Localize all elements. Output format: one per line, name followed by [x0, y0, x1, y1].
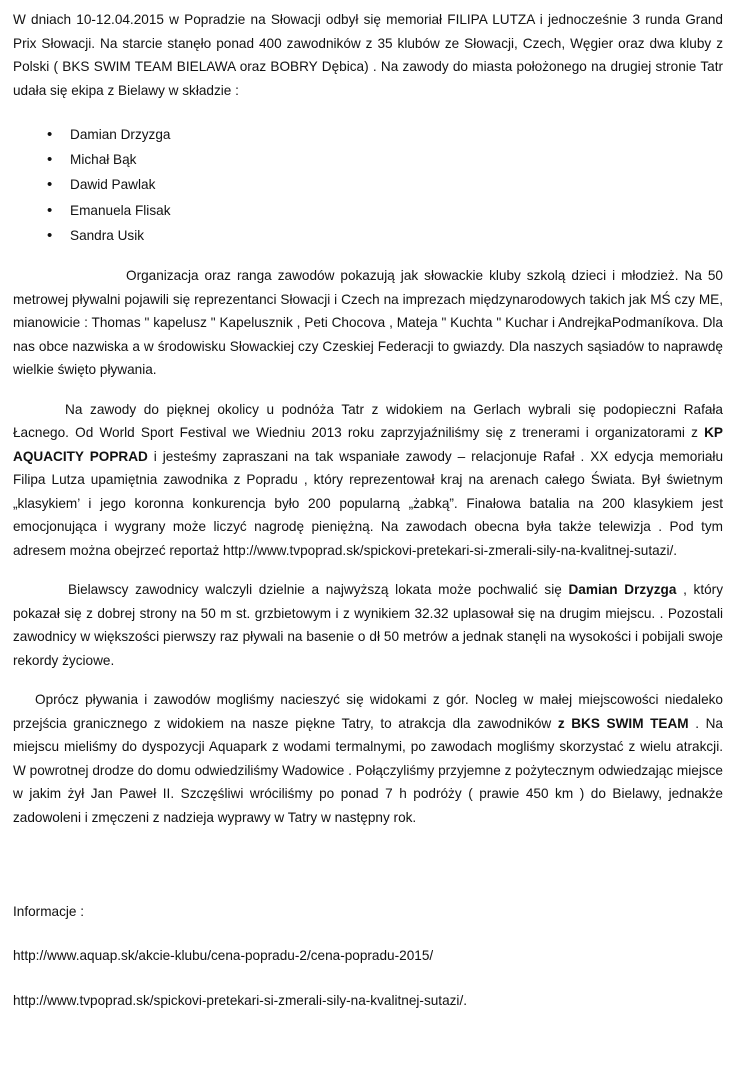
organization-paragraph: Organizacja oraz ranga zawodów pokazują jak słowackie kluby szkolą dzieci i młodzież. Na 50 metrowej pływalni pojawili się reprezentanci Słowacji i Czech na imprezach międzynarodowych takich jak MŚ czy ME, mianowicie : Thomas " kapelusz " Kapelusznik , Peti Chocova , Mateja " Kuchta " Kuchar i AndrejkaPodmaníkova. Dla nas obce nazwiska a w środowisku Słowackiej czy Czeskiej Federacji to gwiazdy. Dla naszych sąsiadów to naprawdę wielkie święto pływania. [13, 268, 723, 378]
team-list [13, 122, 723, 248]
bullet-icon: • [47, 201, 53, 219]
results-text-end: , który pokazał się z dobrej strony na 50 m st. grzbietowym i z wynikiem 32.32 uplasował się na drugim miejscu. . Pozostali zawodnicy w większości pierwszy raz pływali na basenie o dł 50 metrów a jednak stanęli na wysokości i pobijali swoje rekordy życiowe. [13, 582, 723, 668]
leisure-text-end: . Na miejscu mieliśmy do dyspozycji Aquapark z wodami termalnymi, po zawodach mogliśmy skorzystać z wielu atrakcji. W powrotnej drodze do domu odwiedziliśmy Wadowice . Połączyliśmy przyjemne z pożytecznym odwiedzając miejsce w jakim żył Jan Paweł II. Szczęśliwi wróciliśmy po ponad 7 h podróży ( prawie 450 km ) do Bielawy, jednakże zadowoleni i zmęczeni z nadzieja wyprawy w Tatry w następny rok. [13, 715, 723, 825]
team-member-name: Dawid Pawlak [70, 177, 156, 193]
leisure-text-start: Oprócz pływania i zawodów mogliśmy nacieszyć się widokami z gór. Nocleg w małej miejscowości niedaleko przejścia granicznego z widokiem na nasze piękne Tatry, to atrakcja dla zawodników [13, 692, 723, 731]
team-member-name: Sandra Usik [70, 227, 145, 243]
tvpoprad-link[interactable]: http://www.tvpoprad.sk/spickovi-pretekari-si-zmerali-sily-na-kvalitnej-sutazi/. [13, 993, 468, 1009]
trip-text-start: Na zawody do pięknej okolicy u podnóża Tatr z widokiem na Gerlach wybrali się podopieczni Rafała Łacnego. Od World Sport Festival we Wiedniu 2013 roku zaprzyjaźniliśmy się z trenerami i organizatorami z [13, 401, 723, 441]
list-item [13, 198, 723, 223]
club-name-highlight: KP AQUACITY POPRAD [13, 425, 723, 464]
aquap-link-line [13, 944, 723, 968]
team-name-highlight: z BKS SWIM TEAM [557, 715, 689, 731]
bullet-icon: • [47, 126, 53, 143]
bullet-icon: • [47, 151, 53, 169]
aquap-link[interactable]: http://www.aquap.sk/akcie-klubu/cena-popradu-2/cena-popradu-2015/ [13, 947, 434, 963]
document-page [13, 8, 723, 1013]
results-text-start: Bielawscy zawodnicy walczyli dzielnie a najwyższą lokata może pochwalić się [68, 582, 569, 598]
bullet-icon: • [47, 226, 53, 244]
bullet-icon: • [47, 176, 53, 194]
leisure-paragraph [13, 688, 723, 829]
list-item [13, 223, 723, 248]
team-member-name: Emanuela Flisak [70, 202, 171, 218]
list-item [13, 147, 723, 172]
results-paragraph [13, 578, 723, 672]
tvpoprad-link-line [13, 989, 723, 1013]
team-member-name: Damian Drzyzga [70, 127, 171, 142]
list-item [13, 122, 723, 147]
information-section [13, 900, 723, 1013]
list-item [13, 172, 723, 197]
athlete-name-highlight: Damian Drzyzga [568, 582, 677, 598]
team-member-name: Michał Bąk [70, 152, 137, 168]
intro-paragraph: W dniach 10-12.04.2015 w Popradzie na Słowacji odbył się memoriał FILIPA LUTZA i jednocześnie 3 runda Grand Prix Słowacji. Na starcie stanęło ponad 400 zawodników z 35 klubów ze Słowacji, Czech, Węgier oraz dwa kluby z Polski ( BKS SWIM TEAM BIELAWA oraz BOBRY Dębica) . Na zawody do miasta położonego na drugiej stronie Tatr udała się ekipa z Bielawy w składzie : [13, 12, 723, 98]
trip-paragraph [13, 398, 723, 563]
information-label: Informacje : [13, 904, 85, 920]
trip-text-end: i jesteśmy zapraszani na tak wspaniałe zawody – relacjonuje Rafał . XX edycja memoriału Filipa Lutza upamiętnia zawodnika z Popradu , który reprezentował kraj na arenach całego Świata. Był świetnym „klasykiem’ i jego koronna konkurencja było 200 popularną „żabką”. Finałowa batalia na 200 klasykiem jest emocjonująca i wygrany może liczyć nagrodę pieniężną. Na zawodach obecna była także telewizja . Pod tym adresem można obejrzeć reportaż http://www.tvpoprad.sk/spickovi-pretekari-si-zmerali-sily-na-kvalitnej-sutazi/. [13, 448, 724, 558]
